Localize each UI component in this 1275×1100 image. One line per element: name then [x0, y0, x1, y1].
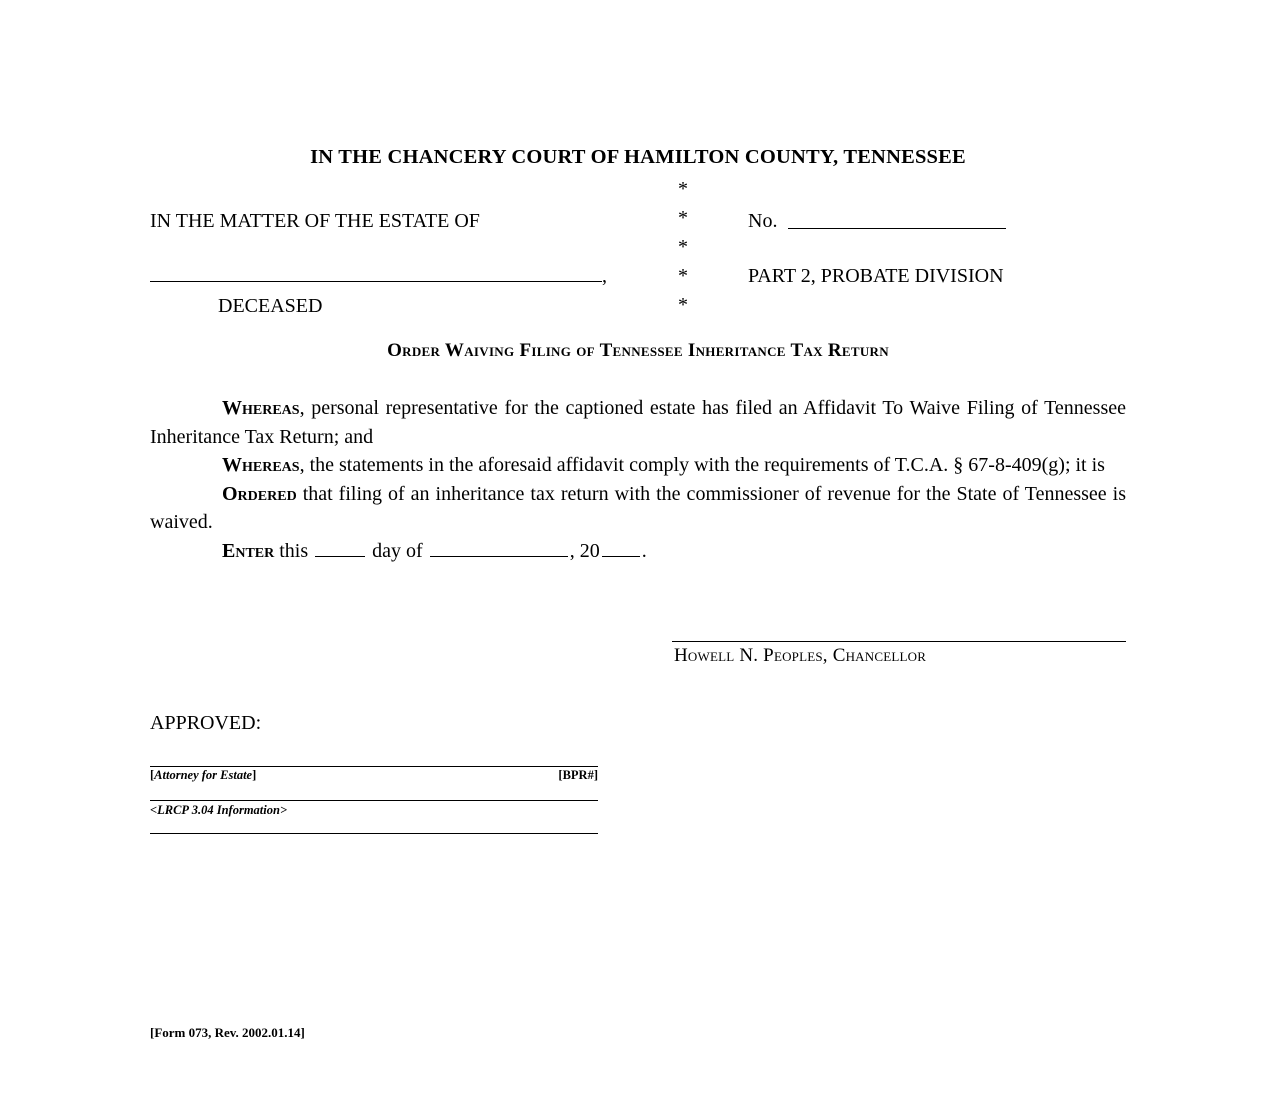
whereas-lead-2: Whereas [222, 454, 300, 476]
attorney-for-estate-label: Attorney for Estate [154, 768, 253, 782]
attorney-signature-line[interactable] [150, 766, 598, 767]
whereas-lead-1: Whereas [222, 397, 300, 419]
whereas-paragraph-1 [150, 394, 1126, 451]
ordered-lead: Ordered [222, 482, 297, 505]
case-number-label: No. [748, 210, 778, 232]
caption-asterisk: * [678, 207, 688, 229]
attorney-bracket-open: [ [150, 768, 155, 782]
ordered-paragraph [150, 480, 1126, 537]
attorney-bracket-close: ] [252, 768, 257, 782]
case-number-input[interactable] [788, 228, 1006, 229]
decedent-name-input[interactable] [150, 281, 602, 282]
chancellor-name: Howell N. Peoples, Chancellor [674, 645, 927, 666]
enter-day-input[interactable] [315, 537, 365, 556]
enter-this-text: this [274, 539, 314, 562]
caption-row-5 [150, 294, 1126, 323]
attorney-address-line-1[interactable] [150, 800, 598, 801]
page-title: Order Waiving Filing of Tennessee Inheritance Tax Return [387, 340, 889, 361]
caption-row-1 [150, 178, 1126, 207]
enter-paragraph [150, 537, 1126, 566]
whereas-paragraph-2 [150, 451, 1126, 480]
enter-month-input[interactable] [430, 537, 568, 556]
order-body [150, 394, 1126, 565]
enter-lead: Enter [222, 539, 275, 562]
caption-asterisk: * [678, 236, 688, 258]
approved-label: APPROVED: [150, 712, 262, 734]
attorney-address-line-2[interactable] [150, 833, 598, 834]
estate-matter-label: IN THE MATTER OF THE ESTATE OF [150, 210, 480, 232]
caption-asterisk: * [678, 294, 688, 316]
decedent-comma: , [602, 265, 607, 287]
form-revision-footer: [Form 073, Rev. 2002.01.14] [150, 1025, 305, 1040]
ordered-text: that filing of an inheritance tax return with the commissioner of revenue for the State of Tennessee is waived. [150, 482, 1126, 533]
enter-year-input[interactable] [602, 537, 640, 556]
caption-row-4 [150, 265, 1126, 294]
bpr-number-label: [BPR#] [558, 768, 598, 782]
whereas-text-1: , personal representative for the captioned estate has filed an Affidavit To Waive Filing of Tennessee Inheritance Tax Return; and [150, 397, 1126, 448]
lrcp-information-label: <LRCP 3.04 Information> [150, 803, 288, 817]
caption-asterisk: * [678, 265, 688, 287]
caption-row-2 [150, 207, 1126, 236]
deceased-label: DECEASED [218, 295, 323, 317]
case-caption [150, 178, 1126, 323]
court-title: IN THE CHANCERY COURT OF HAMILTON COUNTY, TENNESSEE [310, 146, 966, 168]
probate-division-label: PART 2, PROBATE DIVISION [748, 265, 1004, 287]
whereas-text-2: , the statements in the aforesaid affidavit comply with the requirements of T.C.A. § 67-8-409(g); it is [299, 454, 1105, 476]
caption-row-3 [150, 236, 1126, 265]
enter-day-of-text: day of [367, 539, 428, 562]
enter-period: . [641, 539, 647, 562]
attorney-caption-row [150, 768, 598, 783]
caption-asterisk: * [678, 178, 688, 200]
enter-year-prefix: , 20 [569, 539, 600, 562]
chancellor-signature-line[interactable] [672, 641, 1126, 642]
